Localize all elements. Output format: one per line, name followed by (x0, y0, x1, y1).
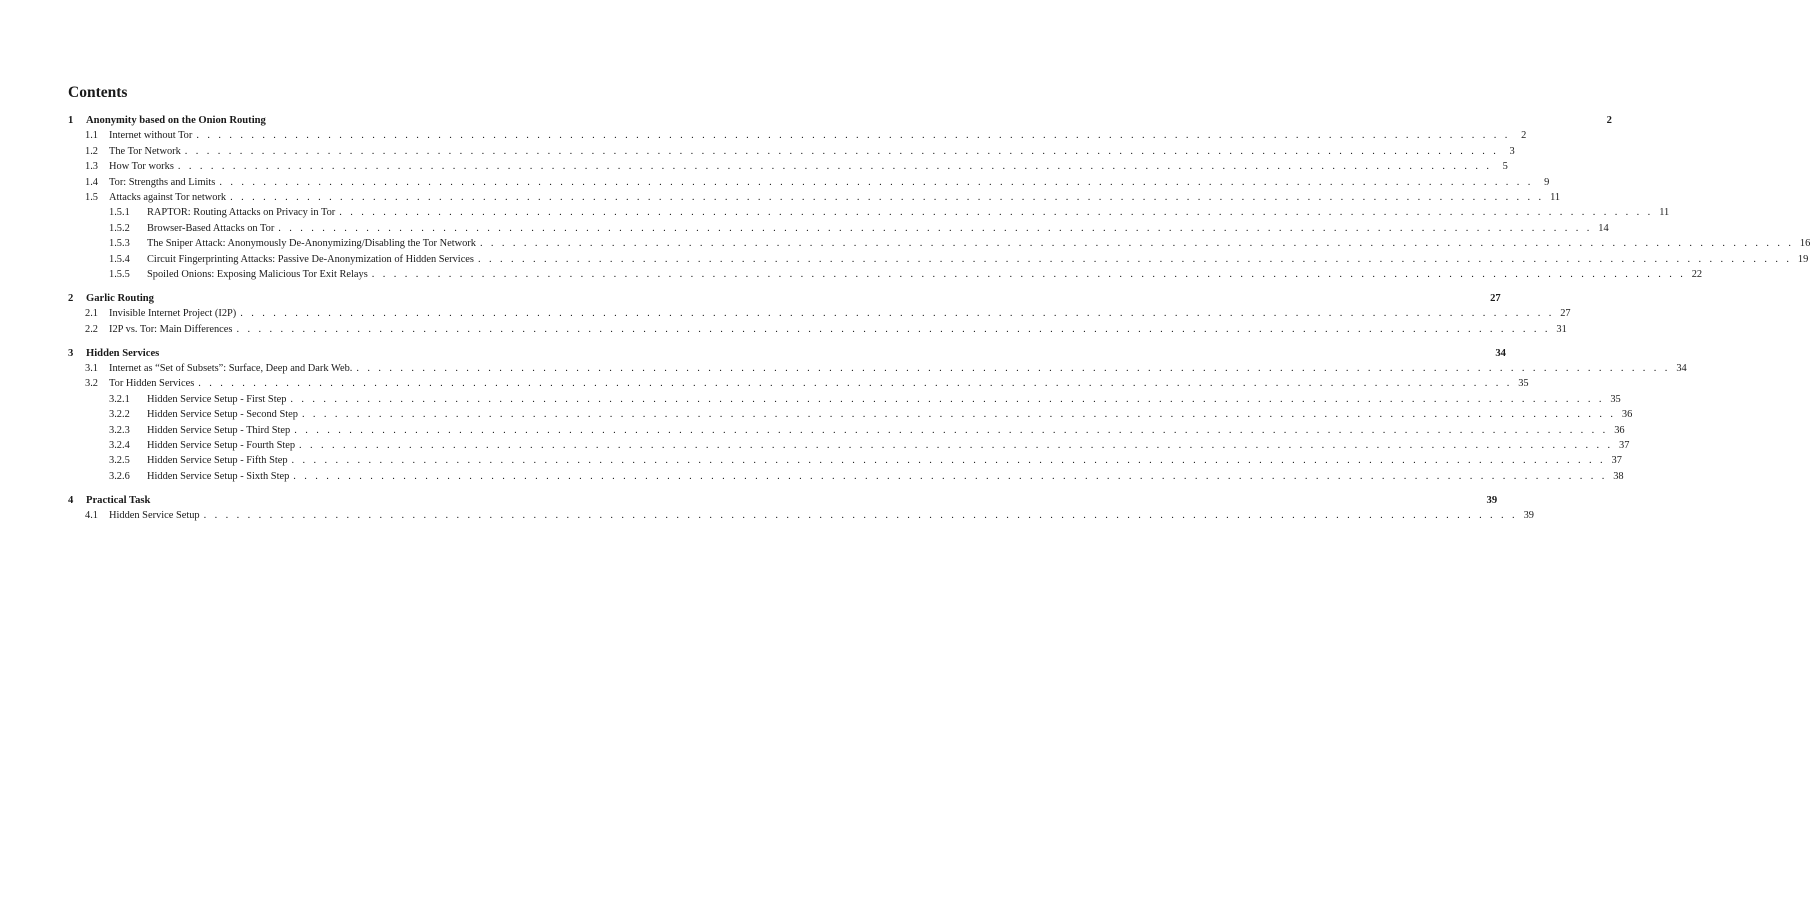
toc-entry-title: Tor Hidden Services (109, 378, 195, 390)
dot-leader: . . . . . . . . . . . . . . . . . . . . . . . . . . . . . . . . . . . . . . . . . . . . . . . . . . . . . . . . . . . . . . . . . . . . . . . . . . . . . . . . . . . . . . . . . . . . . . . . . . . . . . . . . . . . . . . . . . . . . . . . (196, 130, 1511, 142)
dot-leader: . . . . . . . . . . . . . . . . . . . . . . . . . . . . . . . . . . . . . . . . . . . . . . . . . . . . . . . . . . . . . . . . . . . . . . . . . . . . . . . . . . . . . . . . . . . . . . . . . . . . . . . . . . . . . . . . . . . . . . . . (294, 424, 1609, 436)
dot-leader: . . . . . . . . . . . . . . . . . . . . . . . . . . . . . . . . . . . . . . . . . . . . . . . . . . . . . . . . . . . . . . . . . . . . . . . . . . . . . . . . . . . . . . . . . . . . . . . . . . . . . . . . . . . . . . . . . . . . . . . . (299, 440, 1613, 451)
toc-entry-page-number: 39 (1486, 494, 1498, 506)
toc-entry-number: 3 (68, 347, 74, 359)
toc-entry-number: 1.3 (85, 161, 98, 173)
toc-entry-number: 3.2.3 (109, 424, 130, 436)
toc-entry-subsection[interactable] (68, 453, 1622, 468)
toc-entry-page-number: 11 (1550, 191, 1561, 203)
toc-entry-number: 1.5.5 (109, 268, 130, 280)
toc-entry-page-number: 5 (1502, 161, 1508, 173)
toc-entry-number: 1.5.4 (109, 253, 130, 265)
toc-entry-title: Hidden Service Setup - Fourth Step (147, 440, 296, 451)
toc-entry-subsection[interactable] (68, 392, 1621, 407)
toc-entry-page-number: 35 (1610, 393, 1621, 405)
toc-entry-number: 1.5.1 (109, 207, 130, 219)
toc-entry-number: 3.2 (85, 378, 98, 390)
toc-entry-subsection[interactable] (68, 205, 1670, 220)
toc-entry-title: Attacks against Tor network (109, 191, 227, 203)
toc-entry-page-number: 37 (1619, 440, 1630, 451)
toc-entry-chapter[interactable] (68, 346, 1506, 361)
dot-leader: . . . . . . . . . . . . . . . . . . . . . . . . . . . . . . . . . . . . . . . . . . . . . . . . . . . . . . . . . . . . . . . . . . . . . . . . . . . . . . . . . . . . . . . . . . . . . . . . . . . . . . . . . . . . . . . . . . . . . . . . (293, 470, 1608, 482)
toc-entry-page-number: 37 (1611, 455, 1622, 467)
dot-leader: . . . . . . . . . . . . . . . . . . . . . . . . . . . . . . . . . . . . . . . . . . . . . . . . . . . . . . . . . . . . . . . . . . . . . . . . . . . . . . . . . . . . . . . . . . . . . . . . . . . . . . . . . . . . . . . . . . . . . . . . (291, 455, 1606, 467)
toc-entry-page-number: 34 (1495, 347, 1506, 359)
toc-entry-page-number: 9 (1544, 176, 1550, 188)
toc-entry-page-number: 27 (1490, 292, 1501, 304)
dot-leader: . . . . . . . . . . . . . . . . . . . . . . . . . . . . . . . . . . . . . . . . . . . . . . . . . . . . . . . . . . . . . . . . . . . . . . . . . . . . . . . . . . . . . . . . . . . . . . . . . . . . . . . . . . . . . . . . . . . . . . . . (371, 268, 1686, 280)
dot-leader: . . . . . . . . . . . . . . . . . . . . . . . . . . . . . . . . . . . . . . . . . . . . . . . . . . . . . . . . . . . . . . . . . . . . . . . . . . . . . . . . . . . . . . . . . . . . . . . . . . . . . . . . . . . . . . . . . . . . . . . . (278, 222, 1593, 234)
toc-entry-subsection[interactable] (68, 236, 1810, 251)
toc-entry-page-number: 11 (1659, 207, 1670, 219)
toc-entry-chapter[interactable] (68, 113, 1612, 128)
dot-leader: . . . . . . . . . . . . . . . . . . . . . . . . . . . . . . . . . . . . . . . . . . . . . . . . . . . . . . . . . . . . . . . . . . . . . . . . . . . . . . . . . . . . . . . . . . . . . . . . . . . . . . . . . . . . . . . . . . . . . . . . (219, 176, 1534, 188)
toc-entry-title: Hidden Service Setup - Fifth Step (147, 455, 288, 467)
toc-entry-subsection[interactable] (68, 423, 1625, 438)
toc-entry-title: Invisible Internet Project (I2P) (109, 308, 237, 320)
toc-entry-subsection[interactable] (68, 221, 1609, 236)
toc-entry-number: 1.2 (85, 145, 98, 157)
dot-leader: . . . . . . . . . . . . . . . . . . . . . . . . . . . . . . . . . . . . . . . . . . . . . . . . . . . . . . . . . . . . . . . . . . . . . . . . . . . . . . . . . . . . . . . . . . . . . . . . . . . . . . . . . . . . . . . . . . . . . . . . (301, 409, 1616, 421)
toc-entry-subsection[interactable] (68, 438, 1630, 453)
toc-entry-number: 3.2.1 (109, 393, 130, 405)
toc-entry-section[interactable] (68, 175, 1550, 190)
toc-entry-page-number: 39 (1523, 510, 1534, 522)
toc-entry-title: Spoiled Onions: Exposing Malicious Tor Exit Relays (147, 268, 368, 280)
toc-entry-number: 1.5.2 (109, 222, 130, 234)
toc-entry-section[interactable] (68, 306, 1571, 321)
toc-entry-title: Internet without Tor (109, 130, 193, 142)
toc-entry-number: 3.1 (85, 363, 98, 375)
dot-leader: . . . . . . . . . . . . . . . . . . . . . . . . . . . . . . . . . . . . . . . . . . . . . . . . . . . . . . . . . . . . . . . . . . . . . . . . . . . . . . . . . . . . . . . . . . . . . . . . . . . . . . . . . . . . . . . . . . . . . . . . (184, 145, 1499, 157)
toc-entry-section[interactable] (68, 190, 1561, 205)
dot-leader: . . . . . . . . . . . . . . . . . . . . . . . . . . . . . . . . . . . . . . . . . . . . . . . . . . . . . . . . . . . . . . . . . . . . . . . . . . . . . . . . . . . . . . . . . . . . . . . . . . . . . . . . . . . . . . . . . . . . . . . . (203, 510, 1518, 522)
toc-entry-title: Tor: Strengths and Limits (109, 176, 216, 188)
toc-entry-section[interactable] (68, 159, 1508, 174)
toc-entry-title: Hidden Services (86, 347, 160, 359)
toc-entry-page-number: 2 (1521, 130, 1527, 142)
dot-leader: . . . . . . . . . . . . . . . . . . . . . . . . . . . . . . . . . . . . . . . . . . . . . . . . . . . . . . . . . . . . . . . . . . . . . . . . . . . . . . . . . . . . . . . . . . . . . . . . . . . . . . . . . . . . . . . . . . . . . . . . (198, 378, 1513, 390)
toc-entry-title: Practical Task (86, 494, 151, 506)
toc-entry-title: Garlic Routing (86, 292, 154, 304)
toc-entry-number: 1.1 (85, 130, 98, 142)
toc-entry-page-number: 22 (1691, 268, 1703, 280)
toc-entry-page-number: 36 (1614, 424, 1625, 436)
dot-leader: . . . . . . . . . . . . . . . . . . . . . . . . . . . . . . . . . . . . . . . . . . . . . . . . . . . . . . . . . . . . . . . . . . . . . . . . . . . . . . . . . . . . . . . . . . . . . . . . . . . . . . . . . . . . . . . . . . . . . . . . (236, 323, 1551, 335)
toc-entry-page-number: 31 (1556, 323, 1567, 335)
toc-entry-chapter[interactable] (68, 493, 1498, 508)
toc-entry-section[interactable] (68, 322, 1567, 337)
toc-entry-page-number: 35 (1518, 378, 1529, 390)
toc-entry-page-number: 3 (1509, 145, 1515, 157)
toc-entry-title: Hidden Service Setup (109, 510, 200, 522)
toc-entry-section[interactable] (68, 376, 1529, 391)
dot-leader: . . . . . . . . . . . . . . . . . . . . . . . . . . . . . . . . . . . . . . . . . . . . . . . . . . . . . . . . . . . . . . . . . . . . . . . . . . . . . . . . . . . . . . . . . . . . . . . . . . . . . . . . . . . . . . . . . . . . . . . . (356, 363, 1671, 375)
toc-entry-number: 4 (68, 494, 74, 506)
toc-entry-number: 1 (68, 115, 74, 126)
toc-entry-title: RAPTOR: Routing Attacks on Privacy in Tor (147, 207, 336, 219)
toc-entry-page-number: 2 (1606, 115, 1612, 126)
toc-entry-page-number: 14 (1598, 222, 1609, 234)
dot-leader: . . . . . . . . . . . . . . . . . . . . . . . . . . . . . . . . . . . . . . . . . . . . . . . . . . . . . . . . . . . . . . . . . . . . . . . . . . . . . . . . . . . . . . . . . . . . . . . . . . . . . . . . . . . . . . . . . . . . . . . . (339, 207, 1654, 219)
toc-entry-number: 2.2 (85, 323, 98, 335)
toc-entry-title: The Tor Network (109, 145, 181, 157)
toc-entry-number: 3.2.5 (109, 455, 130, 467)
toc-entry-number: 1.4 (85, 176, 98, 188)
toc-entry-page-number: 27 (1560, 308, 1571, 320)
toc-entry-section[interactable] (68, 508, 1534, 523)
dot-leader: . . . . . . . . . . . . . . . . . . . . . . . . . . . . . . . . . . . . . . . . . . . . . . . . . . . . . . . . . . . . . . . . . . . . . . . . . . . . . . . . . . . . . . . . . . . . . . . . . . . . . . . . . . . . . . . . . . . . . . . . (240, 308, 1555, 320)
dot-leader: . . . . . . . . . . . . . . . . . . . . . . . . . . . . . . . . . . . . . . . . . . . . . . . . . . . . . . . . . . . . . . . . . . . . . . . . . . . . . . . . . . . . . . . . . . . . . . . . . . . . . . . . . . . . . . . . . . . . . . . . (230, 191, 1545, 203)
toc-entry-section[interactable] (68, 128, 1527, 143)
toc-entry-title: Hidden Service Setup - Second Step (147, 409, 298, 421)
toc-entry-number: 2.1 (85, 308, 98, 320)
dot-leader: . . . . . . . . . . . . . . . . . . . . . . . . . . . . . . . . . . . . . . . . . . . . . . . . . . . . . . . . . . . . . . . . . . . . . . . . . . . . . . . . . . . . . . . . . . . . . . . . . . . . . . . . . . . . . . . . . . . . . . . . (290, 393, 1605, 405)
toc-entry-number: 3.2.6 (109, 470, 130, 482)
toc-entry-title: Browser-Based Attacks on Tor (147, 222, 275, 234)
toc-entry-page-number: 19 (1797, 253, 1809, 265)
toc-entry-title: The Sniper Attack: Anonymously De-Anonymizing/Disabling the Tor Network (147, 238, 476, 250)
toc-entry-title: Anonymity based on the Onion Routing (86, 115, 266, 126)
table-of-contents (68, 113, 1810, 524)
dot-leader: . . . . . . . . . . . . . . . . . . . . . . . . . . . . . . . . . . . . . . . . . . . . . . . . . . . . . . . . . . . . . . . . . . . . . . . . . . . . . . . . . . . . . . . . . . . . . . . . . . . . . . . . . . . . . . . . . . . . . . . . (177, 161, 1492, 173)
toc-entry-title: Hidden Service Setup - Third Step (147, 424, 291, 436)
toc-entry-number: 1.5.3 (109, 238, 130, 250)
toc-entry-subsection[interactable] (68, 469, 1624, 484)
toc-entry-number: 4.1 (85, 510, 98, 522)
toc-entry-subsection[interactable] (68, 252, 1809, 267)
page-title: Contents (68, 84, 128, 101)
toc-entry-number: 2 (68, 292, 74, 304)
dot-leader: . . . . . . . . . . . . . . . . . . . . . . . . . . . . . . . . . . . . . . . . . . . . . . . . . . . . . . . . . . . . . . . . . . . . . . . . . . . . . . . . . . . . . . . . . . . . . . . . . . . . . . . . . . . . . . . . . . . . . . . . (479, 238, 1794, 250)
toc-entry-number: 1.5 (85, 191, 98, 203)
toc-entry-title: Hidden Service Setup - Sixth Step (147, 470, 290, 482)
toc-entry-page-number: 34 (1676, 363, 1687, 375)
toc-entry-number: 3.2.2 (109, 409, 130, 421)
toc-entry-page-number: 38 (1613, 470, 1624, 482)
toc-entry-subsection[interactable] (68, 267, 1703, 282)
toc-entry-page-number: 16 (1799, 238, 1810, 250)
toc-entry-title: Hidden Service Setup - First Step (147, 393, 287, 405)
toc-entry-section[interactable] (68, 361, 1687, 376)
toc-entry-section[interactable] (68, 144, 1515, 159)
toc-entry-page-number: 36 (1621, 409, 1633, 421)
toc-entry-number: 3.2.4 (109, 440, 130, 451)
toc-entry-title: Internet as “Set of Subsets”: Surface, Deep and Dark Web. (109, 363, 353, 375)
dot-leader: . . . . . . . . . . . . . . . . . . . . . . . . . . . . . . . . . . . . . . . . . . . . . . . . . . . . . . . . . . . . . . . . . . . . . . . . . . . . . . . . . . . . . . . . . . . . . . . . . . . . . . . . . . . . . . . . . . . . . . . . (477, 253, 1792, 265)
toc-entry-title: Circuit Fingerprinting Attacks: Passive De-Anonymization of Hidden Services (147, 253, 474, 265)
toc-entry-subsection[interactable] (68, 407, 1633, 422)
toc-entry-title: I2P vs. Tor: Main Differences (109, 323, 233, 335)
toc-entry-title: How Tor works (109, 161, 174, 173)
toc-entry-chapter[interactable] (68, 291, 1501, 306)
